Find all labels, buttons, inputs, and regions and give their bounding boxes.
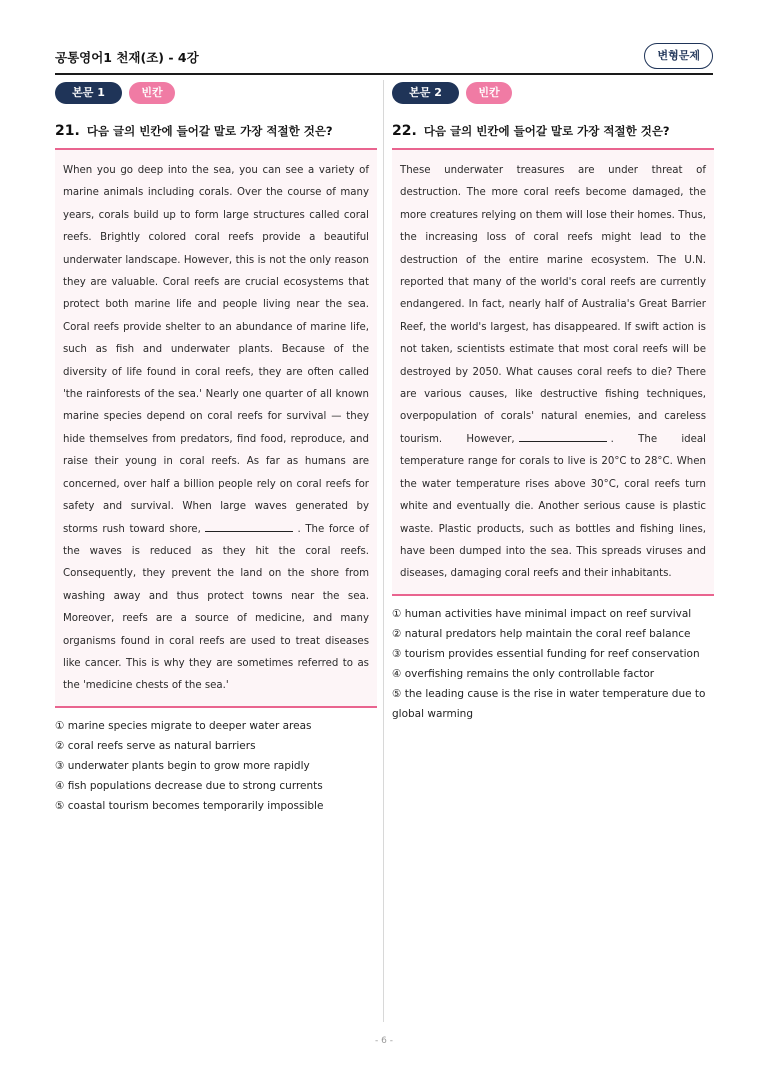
right-tags — [392, 82, 714, 104]
answer-option-5[interactable]: ⑤ the leading cause is the rise in water temperature due to global warming — [392, 687, 706, 720]
answer-option-2[interactable]: ② natural predators help maintain the coral reef balance — [392, 627, 691, 640]
answer-option-4[interactable]: ④ fish populations decrease due to strong currents — [55, 779, 323, 792]
answer-option-3[interactable]: ③ underwater plants begin to grow more rapidly — [55, 759, 310, 772]
answer-option-2[interactable]: ② coral reefs serve as natural barriers — [55, 739, 256, 752]
right-column — [392, 82, 714, 724]
question-heading — [55, 123, 377, 141]
answer-option-1[interactable]: ① human activities have minimal impact on reef survival — [392, 607, 692, 620]
question-heading — [392, 123, 714, 141]
blank-type-tag: 빈칸 — [129, 82, 175, 104]
passage-tag: 본문 1 — [55, 82, 122, 104]
answer-options — [392, 604, 714, 724]
answer-option-5[interactable]: ⑤ coastal tourism becomes temporarily impossible — [55, 799, 324, 812]
answer-blank — [519, 430, 607, 442]
passage-box — [55, 148, 377, 708]
blank-type-tag: 빈칸 — [466, 82, 512, 104]
page-header — [55, 46, 713, 74]
column-divider — [383, 80, 384, 1022]
answer-options — [55, 716, 377, 816]
passage-text-after-blank: . The ideal temperature range for corals to live is 20°C to 28°C. When the water temperature rises above 30°C, coral reefs turn white and eventually die. Another serious cause is plastic waste. Plastic products, such as bottles and fishing lines, have been dumped into the sea. This spreads viruses and diseases, damaging coral reefs and their inhabitants. — [400, 433, 706, 580]
variant-badge: 변형문제 — [644, 43, 713, 69]
header-rule — [55, 73, 713, 75]
page-number: - 6 - — [375, 1036, 393, 1046]
question-number: 21. — [55, 123, 80, 139]
question-text: 다음 글의 빈칸에 들어갈 말로 가장 적절한 것은? — [86, 124, 333, 138]
question-text: 다음 글의 빈칸에 들어갈 말로 가장 적절한 것은? — [423, 124, 670, 138]
left-column — [55, 82, 377, 816]
answer-option-4[interactable]: ④ overfishing remains the only controllable factor — [392, 667, 655, 680]
passage-text-after-blank: . The force of the waves is reduced as they hit the coral reefs. Consequently, they prevent the land on the shore from washing away and thus protect towns near the sea. Moreover, reefs are a source of medicine, and many organisms found in coral reefs are used to treat diseases like cancer. This is why they are sometimes referred to as the 'medicine chests of the sea.' — [63, 523, 369, 692]
passage-text-before-blank: When you go deep into the sea, you can see a variety of marine animals including corals. Over the course of many years, corals build up to form large structures called coral reefs. Brightly colored coral reefs provide a beautiful underwater landscape. However, this is not the only reason they are valuable. Coral reefs are crucial ecosystems that protect both marine life and people living near the sea. Coral reefs provide shelter to an abundance of marine life, such as fish and underwater plants. Because of the diversity of life found in coral reefs, they are often called 'the rainforests of the sea.' Nearly one quarter of all known marine species depend on coral reefs for survival — they hide themselves from predators, find food, reproduce, and raise their young in coral reefs. As far as humans are concerned, over half a billion people rely on coral reefs for safety and survival. When large waves generated by storms rush toward shore, — [63, 165, 369, 535]
passage-text-before-blank: These underwater treasures are under threat of destruction. The more coral reefs become damaged, the more creatures relying on them will lose their homes. Thus, the increasing loss of coral reefs might lead to the destruction of the entire marine ecosystem. The U.N. reported that many of the world's coral reefs are currently endangered. In fact, nearly half of Australia's Great Barrier Reef, the world's largest, has disappeared. If swift action is not taken, scientists estimate that most coral reefs will be destroyed by 2050. What causes coral reefs to die? There are various causes, like destructive fishing techniques, overpopulation of corals' natural enemies, and careless tourism. However, — [400, 165, 706, 445]
document-title: 공통영어1 천재(조) - 4강 — [55, 50, 199, 65]
passage-tag: 본문 2 — [392, 82, 459, 104]
answer-option-3[interactable]: ③ tourism provides essential funding for reef conservation — [392, 647, 700, 660]
answer-blank — [205, 520, 293, 532]
question-number: 22. — [392, 123, 417, 139]
left-tags — [55, 82, 377, 104]
passage-box — [392, 148, 714, 596]
answer-option-1[interactable]: ① marine species migrate to deeper water areas — [55, 719, 312, 732]
